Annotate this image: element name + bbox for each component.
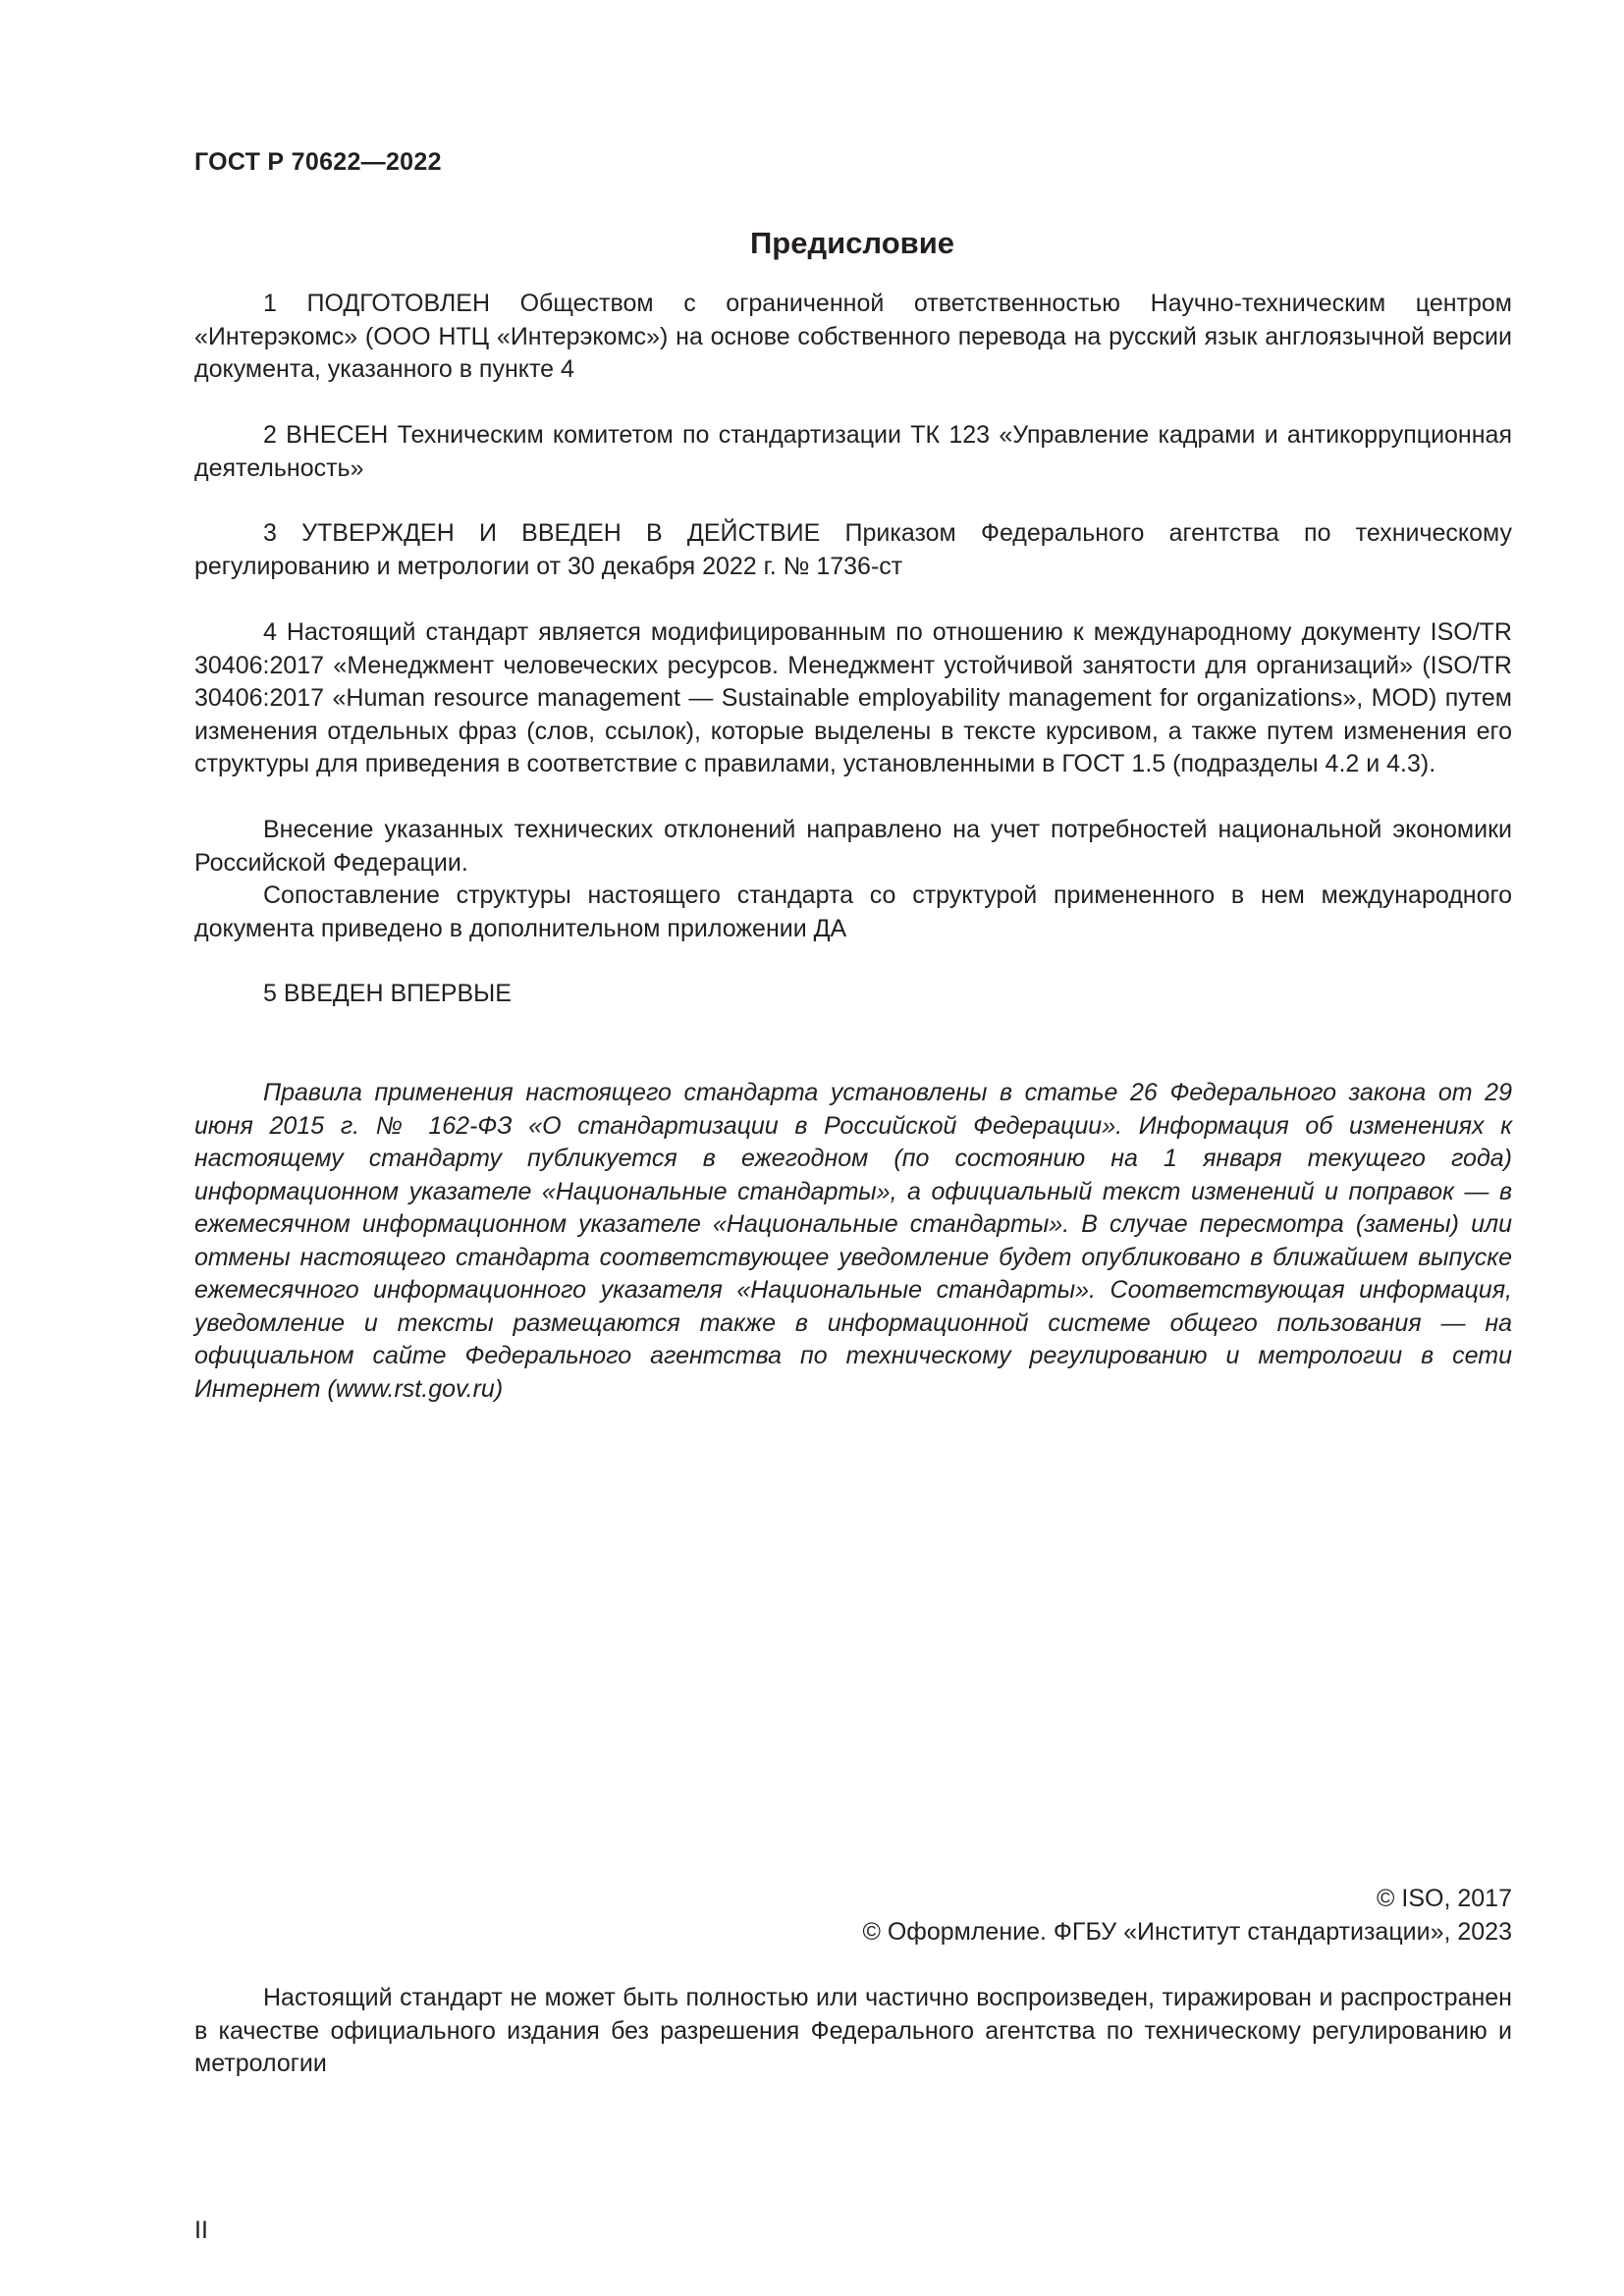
paragraph-introduced-by: 2 ВНЕСЕН Техническим комитетом по стандартизации ТК 123 «Управление кадрами и антикоррупционная деятельность» [194, 421, 1512, 482]
rules-of-application-notice: Правила применения настоящего стандарта установлены в статье 26 Федерального закона от 29 июня 2015 г. № 162-ФЗ «О стандартизации в Российской Федерации». Информация об изменениях к настоящему стандарту публикуется в ежегодном (по состоянию на 1 января текущего года) информационном указателе «Национальные стандарты», а официальный текст изменений и поправок — в ежемесячном информационном указателе «Национальные стандарты». В случае пересмотра (замены) или отмены настоящего стандарта соответствующее уведомление будет опубликовано в ближайшем выпуске ежемесячного информационного указателя «Национальные стандарты». Соответствующая информация, уведомление и тексты размещаются также в информационной системе общего пользования — на официальном сайте Федерального агентства по техническому регулированию и метрологии в сети Интернет (www.rst.gov.ru) [194, 1079, 1512, 1403]
copyright-iso: © ISO, 2017 [1377, 1885, 1512, 1912]
paragraph-deviations: Внесение указанных технических отклонений направлено на учет потребностей национальной экономики Российской Федерации. [194, 816, 1512, 877]
document-code-header: ГОСТ Р 70622—2022 [194, 148, 442, 176]
copyright-design: © Оформление. ФГБУ «Институт стандартизации», 2023 [862, 1918, 1512, 1946]
paragraph-approved: 3 УТВЕРЖДЕН И ВВЕДЕН В ДЕЙСТВИЕ Приказом Федерального агентства по техническому регулированию и метрологии от 30 декабря 2022 г. № 1736-ст [194, 519, 1512, 580]
page-title: Предисловие [749, 226, 954, 260]
paragraph-prepared-by: 1 ПОДГОТОВЛЕН Обществом с ограниченной ответственностью Научно-техническим центром «Интерэкомс» (ООО НТЦ «Интерэкомс») на основе собственного перевода на русский язык англоязычной версии документа, указанного в пункте 4 [194, 290, 1512, 383]
page-number: II [194, 2216, 208, 2244]
paragraph-structure-comparison: Сопоставление структуры настоящего стандарта со структурой примененного в нем международного документа приведено в дополнительном приложении ДА [194, 881, 1512, 942]
reproduction-notice: Настоящий стандарт не может быть полностью или частично воспроизведен, тиражирован и распространен в качестве официального издания без разрешения Федерального агентства по техническому регулированию и метрологии [194, 1984, 1512, 2077]
paragraph-modification: 4 Настоящий стандарт является модифицированным по отношению к международному документу ISO/TR 30406:2017 «Менеджмент человеческих ресурсов. Менеджмент устойчивой занятости для организаций» (ISO/TR 30406:2017 «Human resource management — Sustainable employability management for organizations», MOD) путем изменения отдельных фраз (слов, ссылок), которые выделены в тексте курсивом, а также путем изменения его структуры для приведения в соответствие с правилами, установленными в ГОСТ 1.5 (подразделы 4.2 и 4.3). [194, 618, 1512, 777]
paragraph-first-introduced: 5 ВВЕДЕН ВПЕРВЫЕ [263, 980, 512, 1007]
